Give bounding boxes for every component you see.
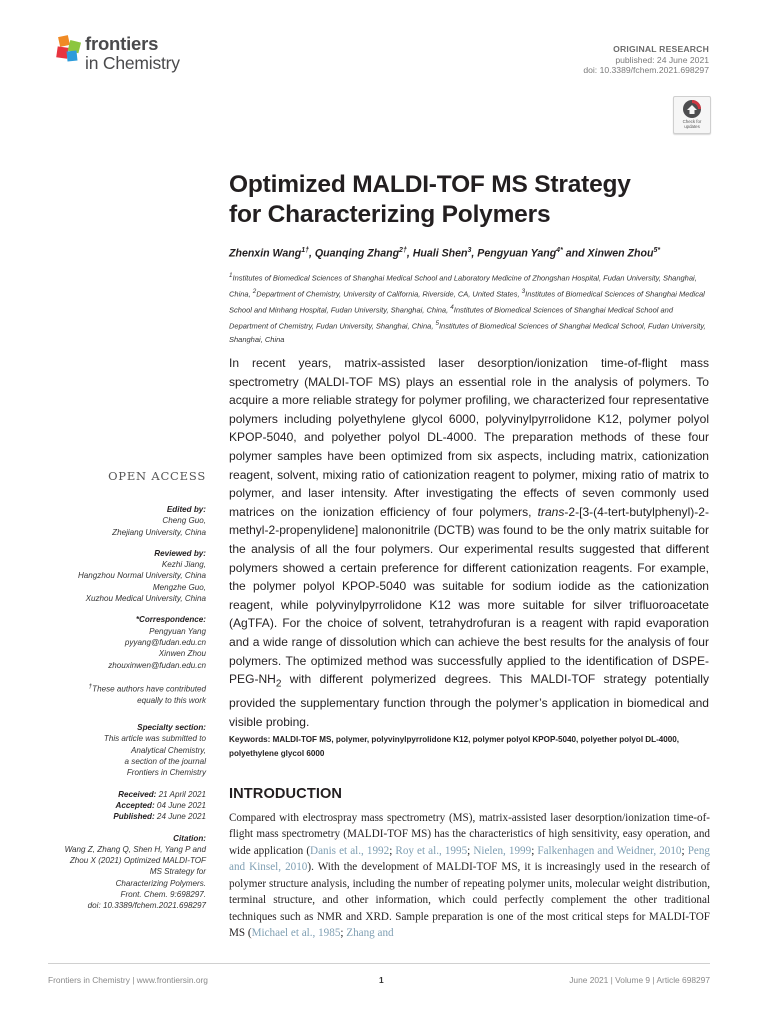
reference-link[interactable]: Michael et al., 1985 [251, 927, 341, 940]
author-name[interactable]: Quanqing Zhang [314, 247, 400, 260]
citation-text: Wang Z, Zhang Q, Shen H, Yang P and [64, 844, 206, 854]
open-access-label: OPEN ACCESS [108, 469, 206, 483]
check-for-updates-badge[interactable] [673, 96, 711, 134]
article-info-sidebar: OPEN ACCESS Edited by: Cheng Guo, Zhejiang University, China Reviewed by: Kezhi Jiang, Hangzhou Normal University, China Mengzhe Guo, Xuzhou Medical University, China *Correspondence: Pengyuan Yang pyyang@fudan.edu.cn Xinwen Zhou zhouxinwen@fudan.edu.cn †These authors have contributed equally to this work Specialty section: This article was submitted to Analytical Chemistry, a section of the journal Frontiers in Chemistry Received: 21 April 2021 Accepted: 04 June 2021 Published: 24 June 2021 Citation: Wang Z, Zhang Q, Shen H, Yang P and Zhou X (2021) Optimized MALDI-TOF MS Strategy for Characterizing Polymers. Front. Chem. 9:698297. doi: 10.3389/fchem.2021.698297 [48, 468, 206, 912]
editor-name[interactable]: Cheng Guo, [162, 516, 206, 526]
affiliation-item: Institutes of Biomedical Sciences of Shanghai Medical School and Minhang Hospital, Fudan University, Shanghai, China, [229, 289, 705, 315]
article-type: ORIGINAL RESEARCH [613, 44, 709, 54]
corresponding-author: Xinwen Zhou [158, 649, 206, 659]
affiliation-item: Institutes of Biomedical Sciences of Shanghai Medical School and Laboratory Medicine of Zhongshan Hospital, Fudan University, Shanghai, China, [229, 273, 697, 299]
corresponding-author: Pengyuan Yang [149, 626, 206, 636]
abstract: In recent years, matrix-assisted laser desorption/ionization time-of-flight mass spectrometry (MALDI-TOF MS) plays an essential role in the analysis of polymers. To acquire a more reliable strategy for polymer profiling, we characterized four representative polymers including polyethylene glycol 6000, polyvinylpyrrolidone K12, polymer polyol KPOP-5040, and polyether polyol DL-4000. The preparation methods of these four polymer samples have been optimized from six aspects, including matrix, cationization reagent, solvent, mixing ratio of cationization reagent to polymer, mixing ratio of matrix to polymer, and laser intensity. After investigating the effects of seven commonly used matrices on the ionization efficiency of four polymers, trans-2-[3-(4-tert-butylphenyl)-2-methyl-2-propenylidene] malononitrile (DCTB) was found to be the only matrix suitable for the analysis of all the four polymers. Our experimental results suggested that different polymers showed a certain preference for different cationization reagents. For example, the polymer polyol KPOP-5040 was suitable for sodium iodide as the cationization reagent, while polyvinylpyrrolidone K12 was more suitable for silver trifluoroacetate (AgTFA). For the choice of solvent, tetrahydrofuran is a reagent with rapid evaporation and a wide range of dissolution which can achieve the best results for the analysis of four polymers. The optimized method was successfully applied to the identification of DSPE-$PEG-NH_2$ with different polymerized degrees. This MALDI-TOF strategy potentially provided the supplementary function through the polymer’s application in biomedical and visible probing. [229, 356, 709, 729]
author-name[interactable]: Zhenxin Wang [229, 247, 302, 260]
citation-label: Citation: [173, 833, 206, 843]
reference-link[interactable]: Peng and Kinsel, 2010 [229, 844, 710, 874]
article-doi[interactable]: doi: 10.3389/fchem.2021.698297 [583, 65, 709, 76]
edited-by-label: Edited by: [166, 505, 206, 514]
frontiers-logo-icon [56, 35, 82, 63]
footer-divider [48, 963, 710, 964]
author-name[interactable]: Pengyuan Yang [477, 247, 557, 260]
journal-logo[interactable] [56, 33, 216, 81]
author-name[interactable]: Huali Shen [412, 247, 468, 260]
affiliation-item: Department of Chemistry, University of California, Riverside, CA, United States, [256, 289, 522, 299]
citation-doi[interactable]: doi: 10.3389/fchem.2021.698297 [87, 901, 206, 911]
reference-link[interactable]: Falkenhagen and Weidner, 2010 [537, 844, 682, 857]
author-affil-mark: 4* [556, 247, 563, 254]
article-title-line1: Optimized MALDI-TOF MS Strategy [229, 171, 631, 198]
check-for-updates-label: Check for updates [682, 119, 702, 129]
corresponding-email[interactable]: pyyang@fudan.edu.cn [124, 637, 206, 647]
article-title [229, 170, 729, 230]
corresponding-email[interactable]: zhouxinwen@fudan.edu.cn [108, 660, 206, 670]
affiliation-item: Institutes of Biomedical Sciences of Shanghai Medical School and Department of Chemistry, Fudan University, Shanghai, China, [229, 305, 674, 331]
affiliation-item: Institutes of Biomedical Sciences of Shanghai Medical School, Fudan University, Shanghai, China [229, 321, 706, 345]
author-name[interactable]: Xinwen Zhou [587, 247, 654, 260]
reviewed-by-label: Reviewed by: [154, 548, 206, 558]
accepted-date: Accepted: 04 June 2021 [115, 800, 206, 810]
editor-affiliation: Zhejiang University, China [112, 527, 206, 537]
journal-name: Frontiers in Chemistry [126, 768, 206, 778]
logo-wordmark-journal: in Chemistry [85, 53, 180, 73]
reference-link[interactable]: Danis et al., 1992 [310, 844, 390, 857]
check-for-updates-icon [682, 99, 702, 119]
author-affil-mark: 3 [467, 247, 472, 254]
specialty-section-name: Analytical Chemistry, [131, 745, 206, 755]
reference-link[interactable]: Roy et al., 1995 [395, 844, 468, 857]
footer-journal-link[interactable]: Frontiers in Chemistry | www.frontiersin.org [48, 975, 208, 985]
article-meta [583, 44, 709, 76]
correspondence-label: *Correspondence: [135, 615, 206, 625]
reference-link[interactable]: Zhang and [346, 927, 394, 940]
reviewer-name[interactable]: Mengzhe Guo, [152, 582, 206, 592]
introduction-text: Compared with electrospray mass spectrometry (MS), matrix-assisted laser desorption/ionization time-of-flight mass spectrometry (MALDI-TOF MS) has the characteristics of high sensitivity, easy operation, and wide application (Danis et al., 1992; Roy et al., 1995; Nielen, 1999; Falkenhagen and Weidner, 2010; Peng and Kinsel, 2010). With the development of MALDI-TOF MS, it is increasingly used in the research of polymer structure analysis, including the number of repeating polymer units, molecular weight distribution, terminal structure, and other information, which could perfectly complement the other traditional techniques such as NMR and XRD. Sample preparation is one of the most critical steps for MALDI-TOF MS (Michael et al., 1985; Zhang and [229, 812, 710, 940]
published-date: published: 24 June 2021 [615, 54, 709, 65]
section-heading-introduction: INTRODUCTION [229, 786, 343, 802]
page-number: 1 [379, 975, 384, 985]
specialty-section-label: Specialty section: [137, 723, 206, 733]
received-date: Received: 21 April 2021 [118, 789, 206, 799]
affiliations: $^1$Institutes of Biomedical Sciences of Shanghai Medical School and Laboratory Medicine of Zhongshan Hospital, Fudan University, Shanghai, China, $^2$Department of Chemistry, University of California, Riverside, CA, United States, $^3$Institutes of Biomedical Sciences of Shanghai Medical School and Minhang Hospital, Fudan University, Shanghai, China, $^4$Institutes of Biomedical Sciences of Shanghai Medical School and Department of Chemistry, Fudan University, Shanghai, China, $^5$Institutes of Biomedical Sciences of Shanghai Medical School, Fudan University, Shanghai, China [229, 272, 706, 345]
keywords: Keywords: MALDI-TOF MS, polymer, polyvinylpyrrolidone K12, polymer polyol KPOP-5040, polyether polyol DL-4000, polyethylene glycol 6000 [229, 735, 680, 758]
author-affil-mark: 2† [399, 247, 407, 254]
footer-issue-info: June 2021 | Volume 9 | Article 698297 [569, 975, 710, 985]
reviewer-affiliation: Hangzhou Normal University, China [77, 571, 206, 581]
author-list: Zhenxin Wang$^{1\dagger}$, Quanqing Zhang$^{2\dagger}$, Huali Shen$^3$, Pengyuan Yang$^{4*}$ and Xinwen Zhou$^{5*}$ [229, 247, 661, 260]
reviewer-affiliation: Xuzhou Medical University, China [85, 594, 206, 604]
equal-contribution-note: †These authors have contributed [88, 682, 206, 694]
author-affil-mark: 1† [301, 247, 309, 254]
reference-link[interactable]: Nielen, 1999 [473, 844, 532, 857]
published-date-sidebar: Published: 24 June 2021 [113, 812, 206, 822]
reviewer-name[interactable]: Kezhi Jiang, [161, 560, 206, 570]
logo-wordmark-frontiers: frontiers [85, 33, 159, 54]
article-title-line2: for Characterizing Polymers [229, 201, 551, 228]
author-affil-mark: 5* [653, 247, 661, 254]
